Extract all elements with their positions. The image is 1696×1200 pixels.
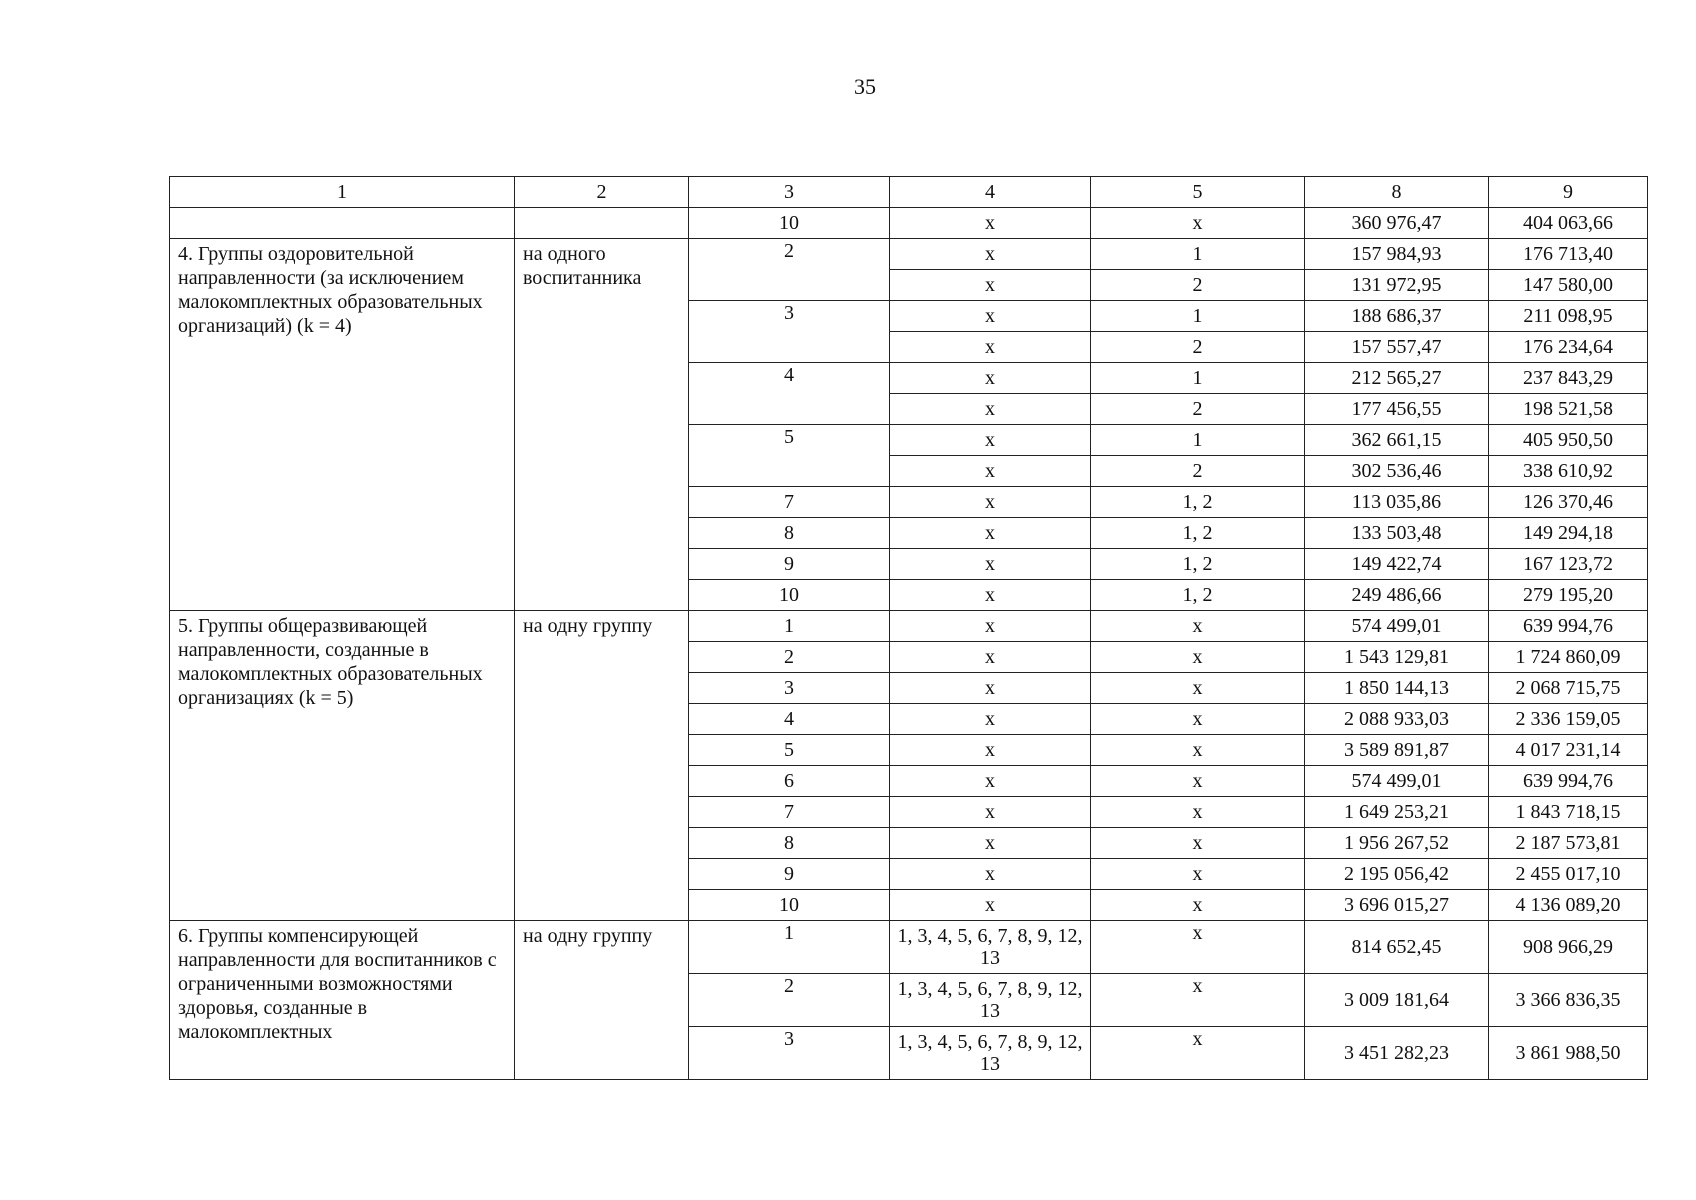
col9-cell: 3 861 988,50	[1489, 1027, 1648, 1080]
col9-cell: 2 068 715,75	[1489, 673, 1648, 704]
table-row	[170, 208, 1648, 239]
col9-cell: 176 234,64	[1489, 332, 1648, 363]
col8-cell: 177 456,55	[1305, 394, 1489, 425]
col4-cell: х	[890, 456, 1091, 487]
col5-cell: х	[1091, 890, 1305, 921]
col9-cell: 338 610,92	[1489, 456, 1648, 487]
unit-cell: на одного воспитанника	[515, 239, 689, 611]
col4-cell: х	[890, 332, 1091, 363]
col3-cell: 3	[689, 1027, 890, 1080]
col9-cell: 2 336 159,05	[1489, 704, 1648, 735]
header-cell: 3	[689, 177, 890, 208]
col3-cell: 3	[689, 301, 890, 363]
unit-cell: на одну группу	[515, 921, 689, 1080]
col4-cell: х	[890, 239, 1091, 270]
col9-cell: 2 455 017,10	[1489, 859, 1648, 890]
col5-cell: х	[1091, 797, 1305, 828]
header-cell: 1	[170, 177, 515, 208]
group-name-cell: 6. Группы компенсирующей направленности для воспитанников с ограниченными возможностями здоровья, созданные в малокомплектных	[170, 921, 515, 1080]
col4-cell: х	[890, 363, 1091, 394]
col5-cell: 1, 2	[1091, 487, 1305, 518]
col4-cell: х	[890, 704, 1091, 735]
col3-cell: 6	[689, 766, 890, 797]
col5-cell: х	[1091, 735, 1305, 766]
col8-cell: 133 503,48	[1305, 518, 1489, 549]
col4-cell: х	[890, 549, 1091, 580]
col8-cell: 188 686,37	[1305, 301, 1489, 332]
col5-cell: 1	[1091, 425, 1305, 456]
col8-cell: 1 956 267,52	[1305, 828, 1489, 859]
col9-cell: 3 366 836,35	[1489, 974, 1648, 1027]
col5-cell: х	[1091, 642, 1305, 673]
col4-cell: х	[890, 425, 1091, 456]
col5-cell: х	[1091, 704, 1305, 735]
col4-cell: х	[890, 301, 1091, 332]
col3-cell: 9	[689, 549, 890, 580]
col4-cell: х	[890, 735, 1091, 766]
header-cell: 4	[890, 177, 1091, 208]
col9-cell: 211 098,95	[1489, 301, 1648, 332]
col5-cell: х	[1091, 1027, 1305, 1080]
col4-cell: х	[890, 673, 1091, 704]
col3-cell: 4	[689, 363, 890, 425]
col8-cell: 2 088 933,03	[1305, 704, 1489, 735]
col4-cell: 1, 3, 4, 5, 6, 7, 8, 9, 12, 13	[890, 1027, 1091, 1080]
header-cell: 2	[515, 177, 689, 208]
table-row	[170, 239, 1648, 270]
col4-cell: х	[890, 611, 1091, 642]
col9-cell: 4 017 231,14	[1489, 735, 1648, 766]
col4-cell: х	[890, 642, 1091, 673]
col4-cell: х	[890, 766, 1091, 797]
col4-cell: х	[890, 487, 1091, 518]
col3-cell: 2	[689, 239, 890, 301]
col9-cell: 639 994,76	[1489, 766, 1648, 797]
col8-cell: 113 035,86	[1305, 487, 1489, 518]
col8-cell: 3 589 891,87	[1305, 735, 1489, 766]
col3-cell: 10	[689, 890, 890, 921]
col4-cell: х	[890, 394, 1091, 425]
col5-cell: х	[1091, 974, 1305, 1027]
col4-cell: х	[890, 270, 1091, 301]
table-row	[170, 921, 1648, 974]
col9-cell: 149 294,18	[1489, 518, 1648, 549]
col4-cell: х	[890, 859, 1091, 890]
col8-cell: 814 652,45	[1305, 921, 1489, 974]
col3-cell: 3	[689, 673, 890, 704]
col3-cell: 2	[689, 974, 890, 1027]
col3-cell: 10	[689, 580, 890, 611]
col9-cell: 167 123,72	[1489, 549, 1648, 580]
col8-cell: 157 984,93	[1305, 239, 1489, 270]
col9-cell: 908 966,29	[1489, 921, 1648, 974]
col5-cell: 2	[1091, 456, 1305, 487]
col8-cell: 302 536,46	[1305, 456, 1489, 487]
col4-cell: 1, 3, 4, 5, 6, 7, 8, 9, 12, 13	[890, 921, 1091, 974]
col4-cell: х	[890, 518, 1091, 549]
header-row	[170, 177, 1648, 208]
col9-cell: 4 136 089,20	[1489, 890, 1648, 921]
col9-cell: 147 580,00	[1489, 270, 1648, 301]
col4-cell: х	[890, 890, 1091, 921]
header-cell: 9	[1489, 177, 1648, 208]
col3-cell: 8	[689, 828, 890, 859]
col5-cell: 2	[1091, 394, 1305, 425]
col5-cell: х	[1091, 859, 1305, 890]
col8-cell: 1 850 144,13	[1305, 673, 1489, 704]
col3-cell: 8	[689, 518, 890, 549]
col8-cell: 574 499,01	[1305, 766, 1489, 797]
col9-cell: 1 724 860,09	[1489, 642, 1648, 673]
col5-cell: х	[1091, 208, 1305, 239]
col4-cell: х	[890, 797, 1091, 828]
group-name-cell: 4. Группы оздоровительной направленности (за исключением малокомплектных образовательных организаций) (k = 4)	[170, 239, 515, 611]
col5-cell: 1	[1091, 239, 1305, 270]
col3-cell: 1	[689, 921, 890, 974]
col9-cell: 404 063,66	[1489, 208, 1648, 239]
col8-cell: 212 565,27	[1305, 363, 1489, 394]
col9-cell: 198 521,58	[1489, 394, 1648, 425]
col9-cell: 126 370,46	[1489, 487, 1648, 518]
col5-cell: 1	[1091, 301, 1305, 332]
col4-cell: х	[890, 208, 1091, 239]
header-cell: 8	[1305, 177, 1489, 208]
unit-cell-empty	[515, 208, 689, 239]
col8-cell: 362 661,15	[1305, 425, 1489, 456]
col4-cell: 1, 3, 4, 5, 6, 7, 8, 9, 12, 13	[890, 974, 1091, 1027]
col8-cell: 249 486,66	[1305, 580, 1489, 611]
col9-cell: 1 843 718,15	[1489, 797, 1648, 828]
col3-cell: 7	[689, 487, 890, 518]
col3-cell: 5	[689, 735, 890, 766]
col5-cell: х	[1091, 611, 1305, 642]
col8-cell: 360 976,47	[1305, 208, 1489, 239]
col8-cell: 149 422,74	[1305, 549, 1489, 580]
col8-cell: 2 195 056,42	[1305, 859, 1489, 890]
col5-cell: 1, 2	[1091, 549, 1305, 580]
col9-cell: 405 950,50	[1489, 425, 1648, 456]
col3-cell: 7	[689, 797, 890, 828]
col3-cell: 2	[689, 642, 890, 673]
col3-cell: 10	[689, 208, 890, 239]
group-name-cell: 5. Группы общеразвивающей направленности, созданные в малокомплектных образовательных организациях (k = 5)	[170, 611, 515, 921]
col4-cell: х	[890, 828, 1091, 859]
table-row	[170, 611, 1648, 642]
col8-cell: 3 451 282,23	[1305, 1027, 1489, 1080]
col8-cell: 131 972,95	[1305, 270, 1489, 301]
col5-cell: х	[1091, 828, 1305, 859]
col8-cell: 1 649 253,21	[1305, 797, 1489, 828]
page-number: 35	[854, 74, 876, 99]
col5-cell: х	[1091, 673, 1305, 704]
col5-cell: 2	[1091, 332, 1305, 363]
col8-cell: 1 543 129,81	[1305, 642, 1489, 673]
col8-cell: 3 009 181,64	[1305, 974, 1489, 1027]
group-cell-empty	[170, 208, 515, 239]
col9-cell: 176 713,40	[1489, 239, 1648, 270]
col4-cell: х	[890, 580, 1091, 611]
col5-cell: 1	[1091, 363, 1305, 394]
col8-cell: 157 557,47	[1305, 332, 1489, 363]
col9-cell: 279 195,20	[1489, 580, 1648, 611]
col8-cell: 3 696 015,27	[1305, 890, 1489, 921]
col9-cell: 237 843,29	[1489, 363, 1648, 394]
col5-cell: 1, 2	[1091, 518, 1305, 549]
tariff-table	[169, 176, 1648, 1080]
col5-cell: х	[1091, 766, 1305, 797]
col3-cell: 5	[689, 425, 890, 487]
col8-cell: 574 499,01	[1305, 611, 1489, 642]
col3-cell: 4	[689, 704, 890, 735]
col3-cell: 1	[689, 611, 890, 642]
col5-cell: х	[1091, 921, 1305, 974]
col5-cell: 1, 2	[1091, 580, 1305, 611]
unit-cell: на одну группу	[515, 611, 689, 921]
col3-cell: 9	[689, 859, 890, 890]
header-cell: 5	[1091, 177, 1305, 208]
col5-cell: 2	[1091, 270, 1305, 301]
col9-cell: 2 187 573,81	[1489, 828, 1648, 859]
col9-cell: 639 994,76	[1489, 611, 1648, 642]
